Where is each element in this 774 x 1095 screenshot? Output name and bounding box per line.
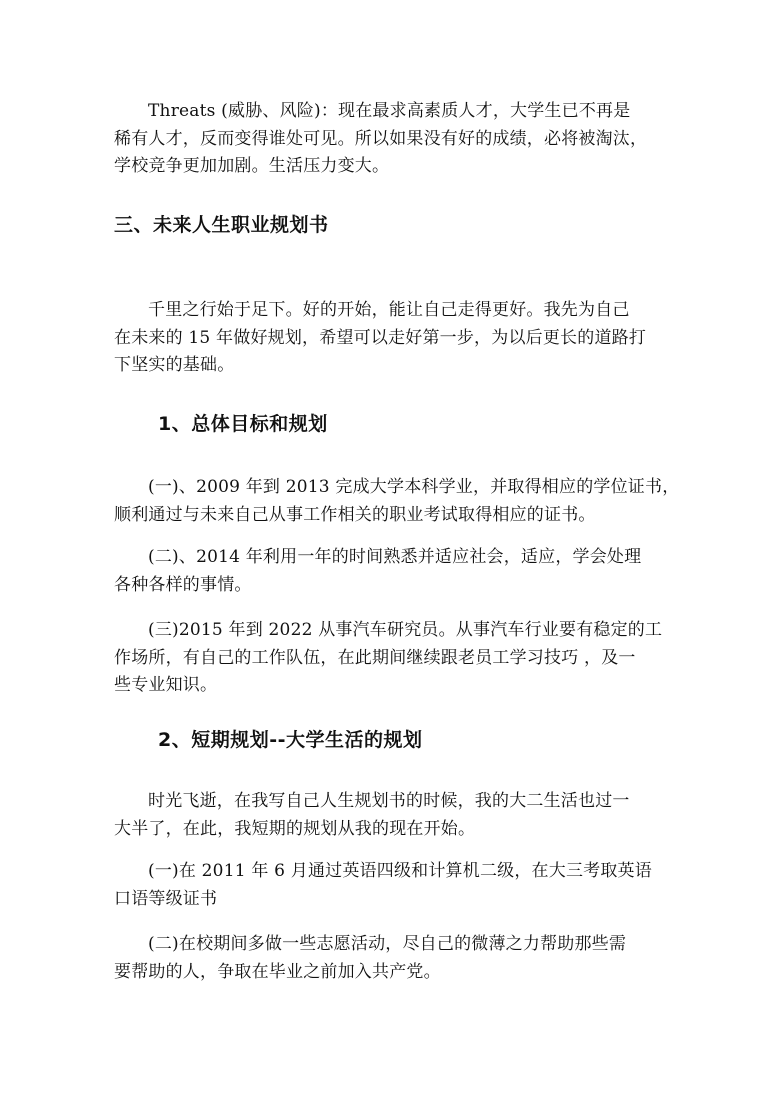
paragraph-line: 稀有人才，反而变得谁处可见。所以如果没有好的成绩，必将被淘汰，: [114, 128, 648, 149]
paragraph-line: 大半了，在此，我短期的规划从我的现在开始。: [114, 818, 476, 839]
short-term-plan-heading: 2、短期规划--大学生活的规划: [158, 729, 423, 751]
threats-paragraph: [114, 98, 674, 181]
paragraph-line: (三)2015 年到 2022 从事汽车研究员。从事汽车行业要有稳定的工: [148, 620, 663, 640]
section-three-heading: 三、未来人生职业规划书: [114, 214, 329, 236]
paragraph-line: (一)在 2011 年 6 月通过英语四级和计算机二级，在大三考取英语: [148, 861, 652, 881]
paragraph-line: (二)在校期间多做一些志愿活动，尽自己的微薄之力帮助那些需: [148, 934, 627, 954]
paragraph-line: 下坚实的基础。: [114, 355, 235, 375]
overall-plan-item: [114, 544, 674, 599]
short-term-item: [114, 931, 674, 986]
paragraph-line: Threats (威胁、风险)：现在最求高素质人才，大学生已不再是: [148, 101, 631, 121]
overall-plan-item: [114, 474, 680, 529]
section-three-intro: [114, 297, 674, 380]
short-term-item: [114, 858, 674, 913]
paragraph-line: 要帮助的人，争取在毕业之前加入共产党。: [114, 961, 441, 982]
paragraph-line: 时光飞逝，在我写自己人生规划书的时候，我的大二生活也过一: [148, 791, 630, 811]
overall-plan-item: [114, 617, 674, 700]
overall-plan-heading: 1、总体目标和规划: [158, 413, 328, 435]
paragraph-line: (一)、2009 年到 2013 完成大学本科学业，并取得相应的学位证书，: [148, 477, 680, 497]
paragraph-line: 作场所，有自己的工作队伍，在此期间继续跟老员工学习技巧 ，及一: [114, 647, 636, 668]
short-term-intro: [114, 788, 674, 843]
paragraph-line: (二)、2014 年利用一年的时间熟悉并适应社会，适应，学会处理: [148, 547, 642, 567]
paragraph-line: 学校竞争更加加剧。生活压力变大。: [114, 156, 390, 176]
paragraph-line: 口语等级证书: [114, 888, 218, 909]
paragraph-line: 在未来的 15 年做好规划，希望可以走好第一步，为以后更长的道路打: [114, 327, 647, 348]
paragraph-line: 些专业知识。: [114, 675, 218, 695]
paragraph-line: 千里之行始于足下。好的开始，能让自己走得更好。我先为自己: [148, 300, 630, 320]
paragraph-line: 顺利通过与未来自己从事工作相关的职业考试取得相应的证书。: [114, 504, 596, 525]
paragraph-line: 各种各样的事情。: [114, 574, 252, 595]
